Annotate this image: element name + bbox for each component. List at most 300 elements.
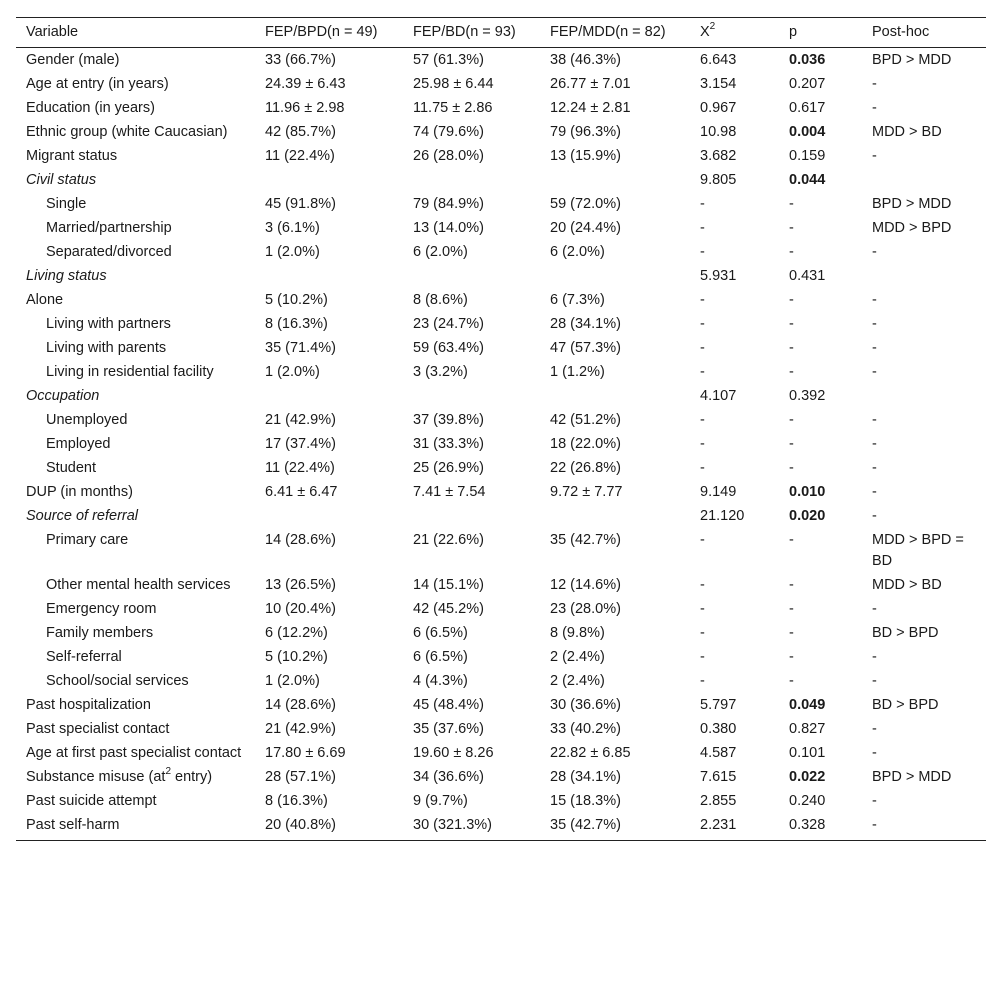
table-row	[16, 312, 986, 336]
cell-posthoc: -	[872, 316, 877, 332]
cell-bpd: 11 (22.4%)	[265, 460, 335, 476]
cell-posthoc: BD > BPD	[872, 697, 939, 713]
variable-label: Source of referral	[26, 508, 139, 524]
variable-label: Past self-harm	[26, 817, 120, 833]
cell-p: -	[789, 460, 794, 476]
header-bpd: FEP/BPD(n = 49)	[255, 18, 403, 48]
cell-x2: -	[700, 601, 705, 617]
cell-variable	[16, 96, 255, 120]
cell-bpd: 5 (10.2%)	[265, 649, 328, 665]
cell-bpd: 17 (37.4%)	[265, 436, 336, 452]
cell-bd	[403, 504, 540, 528]
header-x2-base: X	[700, 24, 710, 40]
cell-bpd: 21 (42.9%)	[265, 721, 336, 737]
cell-posthoc: -	[872, 649, 877, 665]
cell-posthoc: -	[872, 460, 877, 476]
table-row	[16, 120, 986, 144]
cell-variable	[16, 432, 255, 456]
header-variable: Variable	[16, 18, 255, 48]
cell-p: -	[789, 673, 794, 689]
table-row	[16, 528, 986, 573]
cell-variable	[16, 192, 255, 216]
cell-x2: -	[700, 412, 705, 428]
cell-p: 0.044	[789, 172, 826, 188]
cell-posthoc: BD > BPD	[872, 625, 939, 641]
table-row	[16, 168, 986, 192]
table-row	[16, 96, 986, 120]
cell-bpd: 35 (71.4%)	[265, 340, 336, 356]
cell-x2: 2.231	[690, 813, 779, 841]
cell-bpd: 1 (2.0%)	[265, 244, 320, 260]
table-row	[16, 504, 986, 528]
cell-variable	[16, 573, 255, 597]
cell-bd: 30 (321.3%)	[403, 813, 540, 841]
cell-bd: 3 (3.2%)	[413, 364, 468, 380]
cell-x2: -	[700, 625, 705, 641]
header-x2-sup: 2	[709, 21, 716, 33]
cell-posthoc: -	[862, 813, 986, 841]
cell-x2: -	[700, 673, 705, 689]
cell-p: -	[789, 292, 794, 308]
cell-bpd: 33 (66.7%)	[265, 52, 336, 68]
table-row	[16, 216, 986, 240]
cell-x2: 7.615	[700, 769, 737, 785]
cell-p: 0.207	[789, 76, 826, 92]
cell-variable	[16, 621, 255, 645]
table-row	[16, 240, 986, 264]
cell-bd: 19.60 ± 8.26	[413, 745, 494, 761]
cell-posthoc: MDD > BD	[872, 124, 942, 140]
cell-x2: 5.797	[700, 697, 737, 713]
table-row	[16, 408, 986, 432]
header-row	[16, 18, 986, 48]
header-mdd: FEP/MDD(n = 82)	[540, 18, 690, 48]
cell-posthoc: -	[872, 412, 877, 428]
cell-bd: 57 (61.3%)	[413, 52, 484, 68]
cell-x2: 5.931	[700, 268, 737, 284]
cell-bpd	[255, 504, 403, 528]
cell-bd: 35 (37.6%)	[413, 721, 484, 737]
cell-bd: 4 (4.3%)	[413, 673, 468, 689]
cell-posthoc: -	[872, 673, 877, 689]
cell-bpd: 6.41 ± 6.47	[265, 484, 338, 500]
cell-bd: 8 (8.6%)	[413, 292, 468, 308]
cell-posthoc: -	[872, 148, 877, 164]
variable-label: Occupation	[26, 388, 100, 404]
cell-variable	[16, 597, 255, 621]
table-row	[16, 288, 986, 312]
cell-variable	[16, 216, 255, 240]
cell-p: 0.010	[789, 484, 826, 500]
cell-posthoc: -	[872, 76, 877, 92]
cell-p: 0.036	[789, 52, 826, 68]
cell-bd: 6 (2.0%)	[413, 244, 468, 260]
table-row	[16, 789, 986, 813]
cell-x2: -	[700, 340, 705, 356]
header-posthoc: Post-hoc	[862, 18, 986, 48]
cell-bd	[403, 168, 540, 192]
cell-p: -	[789, 625, 794, 641]
table-row	[16, 72, 986, 96]
cell-p: 0.049	[789, 697, 826, 713]
cell-variable	[16, 408, 255, 432]
variable-label: Family members	[46, 625, 154, 641]
cell-x2: -	[700, 220, 705, 236]
cell-variable	[16, 48, 255, 73]
cell-posthoc: -	[872, 721, 877, 737]
cell-posthoc: -	[872, 436, 877, 452]
cell-posthoc: MDD > BPD	[872, 220, 952, 236]
table-row	[16, 336, 986, 360]
cell-p: 0.159	[789, 148, 826, 164]
cell-bpd: 24.39 ± 6.43	[265, 76, 346, 92]
cell-variable	[16, 669, 255, 693]
variable-label: Alone	[26, 292, 64, 308]
cell-mdd: 15 (18.3%)	[550, 793, 621, 809]
cell-x2: -	[700, 577, 705, 593]
cell-bpd: 11 (22.4%)	[265, 148, 335, 164]
cell-p: -	[789, 196, 794, 212]
variable-label: Past suicide attempt	[26, 793, 157, 809]
cell-bpd: 11.96 ± 2.98	[265, 100, 345, 116]
cell-p: 0.240	[789, 793, 826, 809]
cell-x2: -	[700, 436, 705, 452]
cell-variable	[16, 288, 255, 312]
variable-label: Living with partners	[46, 316, 171, 332]
variable-label-tail: entry)	[171, 769, 213, 785]
cell-p: 0.004	[789, 124, 826, 140]
cell-x2: 4.587	[700, 745, 737, 761]
cell-x2: 3.154	[700, 76, 737, 92]
cell-x2: 9.805	[700, 172, 737, 188]
table-row	[16, 48, 986, 73]
variable-label: Primary care	[46, 532, 129, 548]
variable-label: Living with parents	[46, 340, 167, 356]
cell-p: 0.617	[789, 100, 826, 116]
cell-bd: 34 (36.6%)	[413, 769, 484, 785]
table-row	[16, 597, 986, 621]
cell-bpd: 45 (91.8%)	[265, 196, 336, 212]
cell-variable	[16, 360, 255, 384]
cell-p: -	[789, 436, 794, 452]
cell-mdd: 20 (24.4%)	[550, 220, 621, 236]
cell-variable	[16, 813, 255, 841]
cell-mdd: 38 (46.3%)	[550, 52, 621, 68]
cell-bd: 9 (9.7%)	[413, 793, 468, 809]
cell-variable	[16, 336, 255, 360]
cell-bpd: 8 (16.3%)	[265, 316, 328, 332]
variable-label: Self-referral	[46, 649, 122, 665]
cell-p: -	[789, 601, 794, 617]
cell-bpd: 6 (12.2%)	[265, 625, 328, 641]
cell-variable	[16, 765, 255, 789]
cell-x2: 2.855	[700, 793, 737, 809]
cell-variable	[16, 72, 255, 96]
table-row	[16, 480, 986, 504]
cell-mdd	[540, 384, 690, 408]
cell-bpd: 10 (20.4%)	[265, 601, 336, 617]
variable-label: Education (in years)	[26, 100, 155, 116]
cell-bpd: 42 (85.7%)	[265, 124, 336, 140]
variable-label: Married/partnership	[46, 220, 172, 236]
cell-posthoc: -	[872, 364, 877, 380]
cell-p: -	[789, 220, 794, 236]
cell-p: -	[789, 412, 794, 428]
cell-bd	[403, 384, 540, 408]
cell-mdd: 42 (51.2%)	[550, 412, 621, 428]
cell-bpd: 8 (16.3%)	[265, 793, 328, 809]
cell-mdd: 6 (2.0%)	[550, 244, 605, 260]
cell-bpd: 17.80 ± 6.69	[265, 745, 346, 761]
cell-p: -	[789, 364, 794, 380]
cell-variable	[16, 120, 255, 144]
cell-p: -	[789, 577, 794, 593]
cell-bd: 26 (28.0%)	[413, 148, 484, 164]
cell-mdd: 12 (14.6%)	[550, 577, 621, 593]
variable-label: School/social services	[46, 673, 189, 689]
cell-bpd: 14 (28.6%)	[265, 697, 336, 713]
cell-x2: -	[700, 316, 705, 332]
cell-bd: 45 (48.4%)	[413, 697, 484, 713]
table-row	[16, 456, 986, 480]
cell-variable	[16, 741, 255, 765]
cell-p: 0.827	[789, 721, 826, 737]
cell-mdd: 33 (40.2%)	[550, 721, 621, 737]
cell-x2: 0.967	[700, 100, 737, 116]
cell-posthoc: -	[872, 100, 877, 116]
cell-mdd: 22.82 ± 6.85	[550, 745, 631, 761]
variable-label: Living in residential facility	[46, 364, 214, 380]
cell-variable	[16, 528, 255, 573]
cell-posthoc: BPD > MDD	[872, 769, 952, 785]
cell-posthoc: -	[872, 292, 877, 308]
cell-mdd: 79 (96.3%)	[550, 124, 621, 140]
cell-x2: -	[700, 196, 705, 212]
data-table	[16, 17, 986, 841]
cell-p: 0.022	[789, 769, 826, 785]
variable-label: Ethnic group (white Caucasian)	[26, 124, 228, 140]
cell-mdd: 6 (7.3%)	[550, 292, 605, 308]
variable-label: DUP (in months)	[26, 484, 133, 500]
cell-x2: 21.120	[700, 508, 745, 524]
cell-x2: 4.107	[700, 388, 737, 404]
cell-p: 0.020	[789, 508, 826, 524]
cell-x2: 0.380	[700, 721, 737, 737]
cell-mdd: 12.24 ± 2.81	[550, 100, 631, 116]
cell-bpd: 13 (26.5%)	[265, 577, 336, 593]
cell-posthoc: -	[872, 601, 877, 617]
cell-bd: 25.98 ± 6.44	[413, 76, 494, 92]
cell-p: -	[789, 316, 794, 332]
cell-posthoc: MDD > BPD = BD	[872, 532, 964, 569]
cell-variable	[16, 384, 255, 408]
cell-x2: -	[700, 364, 705, 380]
cell-mdd: 28 (34.1%)	[550, 769, 621, 785]
cell-variable	[16, 717, 255, 741]
cell-mdd	[540, 264, 690, 288]
table-row	[16, 432, 986, 456]
cell-posthoc: BPD > MDD	[872, 52, 952, 68]
cell-bpd: 1 (2.0%)	[265, 364, 320, 380]
cell-p: -	[789, 532, 794, 548]
cell-bpd	[255, 384, 403, 408]
cell-posthoc: MDD > BD	[872, 577, 942, 593]
cell-bd: 42 (45.2%)	[413, 601, 484, 617]
variable-label: Migrant status	[26, 148, 118, 164]
table-row	[16, 360, 986, 384]
cell-x2: 9.149	[700, 484, 737, 500]
table-row	[16, 144, 986, 168]
cell-x2: -	[700, 244, 705, 260]
variable-label: Past specialist contact	[26, 721, 170, 737]
variable-label: Age at entry (in years)	[26, 76, 169, 92]
table-row	[16, 645, 986, 669]
cell-p: -	[789, 244, 794, 260]
cell-bd: 14 (15.1%)	[413, 577, 484, 593]
cell-x2: -	[700, 649, 705, 665]
cell-mdd: 26.77 ± 7.01	[550, 76, 631, 92]
cell-variable	[16, 789, 255, 813]
variable-label: Student	[46, 460, 96, 476]
cell-p: 0.101	[789, 745, 826, 761]
cell-mdd: 13 (15.9%)	[550, 148, 621, 164]
table-row	[16, 264, 986, 288]
cell-bd	[403, 264, 540, 288]
table-row	[16, 573, 986, 597]
cell-bd: 7.41 ± 7.54	[413, 484, 486, 500]
cell-bpd: 20 (40.8%)	[255, 813, 403, 841]
cell-mdd: 1 (1.2%)	[550, 364, 605, 380]
cell-mdd: 2 (2.4%)	[550, 673, 605, 689]
variable-superscript: 2	[165, 766, 171, 778]
cell-variable	[16, 504, 255, 528]
cell-mdd: 59 (72.0%)	[550, 196, 621, 212]
table-row	[16, 741, 986, 765]
variable-label: Emergency room	[46, 601, 157, 617]
cell-mdd: 18 (22.0%)	[550, 436, 621, 452]
cell-mdd: 9.72 ± 7.77	[550, 484, 623, 500]
cell-bd: 11.75 ± 2.86	[413, 100, 493, 116]
cell-bd: 23 (24.7%)	[413, 316, 484, 332]
cell-bd: 31 (33.3%)	[413, 436, 484, 452]
cell-variable	[16, 693, 255, 717]
cell-posthoc	[862, 384, 986, 408]
variable-label: Past hospitalization	[26, 697, 151, 713]
cell-p: -	[789, 340, 794, 356]
cell-mdd: 30 (36.6%)	[550, 697, 621, 713]
cell-bpd: 28 (57.1%)	[265, 769, 336, 785]
cell-variable	[16, 312, 255, 336]
cell-mdd: 2 (2.4%)	[550, 649, 605, 665]
cell-variable	[16, 264, 255, 288]
cell-posthoc: -	[872, 745, 877, 761]
table-row	[16, 621, 986, 645]
cell-p: 0.328	[779, 813, 862, 841]
cell-variable	[16, 168, 255, 192]
cell-posthoc: -	[872, 484, 877, 500]
cell-posthoc: -	[872, 793, 877, 809]
cell-posthoc: -	[872, 244, 877, 260]
variable-label: Living status	[26, 268, 107, 284]
cell-bd: 13 (14.0%)	[413, 220, 484, 236]
cell-mdd: 8 (9.8%)	[550, 625, 605, 641]
header-x2	[690, 18, 779, 48]
table-row	[16, 813, 986, 841]
cell-mdd	[540, 168, 690, 192]
cell-bpd: 1 (2.0%)	[265, 673, 320, 689]
cell-mdd: 35 (42.7%)	[540, 813, 690, 841]
cell-variable	[16, 144, 255, 168]
cell-mdd: 23 (28.0%)	[550, 601, 621, 617]
cell-bd: 74 (79.6%)	[413, 124, 484, 140]
variable-label: Other mental health services	[46, 577, 231, 593]
variable-label: Single	[46, 196, 87, 212]
cell-x2: -	[700, 460, 705, 476]
cell-x2: 10.98	[700, 124, 737, 140]
cell-variable	[16, 240, 255, 264]
variable-label: Civil status	[26, 172, 97, 188]
cell-bpd: 5 (10.2%)	[265, 292, 328, 308]
cell-variable	[16, 645, 255, 669]
cell-bd: 37 (39.8%)	[413, 412, 484, 428]
cell-bd: 59 (63.4%)	[413, 340, 484, 356]
table-row	[16, 717, 986, 741]
header-p: p	[779, 18, 862, 48]
cell-bpd	[255, 264, 403, 288]
variable-label: Separated/divorced	[46, 244, 172, 260]
cell-bd: 79 (84.9%)	[413, 196, 484, 212]
cell-p: 0.392	[789, 388, 826, 404]
table-container	[16, 17, 986, 841]
cell-bd: 6 (6.5%)	[413, 649, 468, 665]
cell-bpd: 3 (6.1%)	[265, 220, 320, 236]
cell-bd: 25 (26.9%)	[413, 460, 484, 476]
cell-x2: -	[700, 292, 705, 308]
cell-posthoc	[862, 168, 986, 192]
cell-bd: 6 (6.5%)	[413, 625, 468, 641]
cell-p: 0.431	[789, 268, 826, 284]
variable-label: Unemployed	[46, 412, 128, 428]
header-bd: FEP/BD(n = 93)	[403, 18, 540, 48]
cell-bd: 21 (22.6%)	[413, 532, 484, 548]
variable-label: Substance misuse (at	[26, 769, 166, 785]
cell-variable	[16, 456, 255, 480]
cell-mdd: 35 (42.7%)	[550, 532, 621, 548]
variable-label: Employed	[46, 436, 111, 452]
cell-bpd: 14 (28.6%)	[265, 532, 336, 548]
cell-mdd: 47 (57.3%)	[550, 340, 621, 356]
table-row	[16, 192, 986, 216]
cell-x2: -	[700, 532, 705, 548]
cell-mdd	[540, 504, 690, 528]
cell-bpd	[255, 168, 403, 192]
cell-variable	[16, 480, 255, 504]
cell-posthoc: -	[872, 340, 877, 356]
cell-posthoc: -	[872, 508, 877, 524]
variable-label: Age at first past specialist contact	[26, 745, 242, 761]
cell-mdd: 28 (34.1%)	[550, 316, 621, 332]
cell-bpd: 21 (42.9%)	[265, 412, 336, 428]
cell-x2: 3.682	[700, 148, 737, 164]
variable-label: Gender (male)	[26, 52, 120, 68]
cell-posthoc	[862, 264, 986, 288]
cell-p: -	[789, 649, 794, 665]
table-row	[16, 384, 986, 408]
cell-x2: 6.643	[700, 52, 737, 68]
cell-posthoc: BPD > MDD	[872, 196, 952, 212]
table-row	[16, 669, 986, 693]
cell-mdd: 22 (26.8%)	[550, 460, 621, 476]
